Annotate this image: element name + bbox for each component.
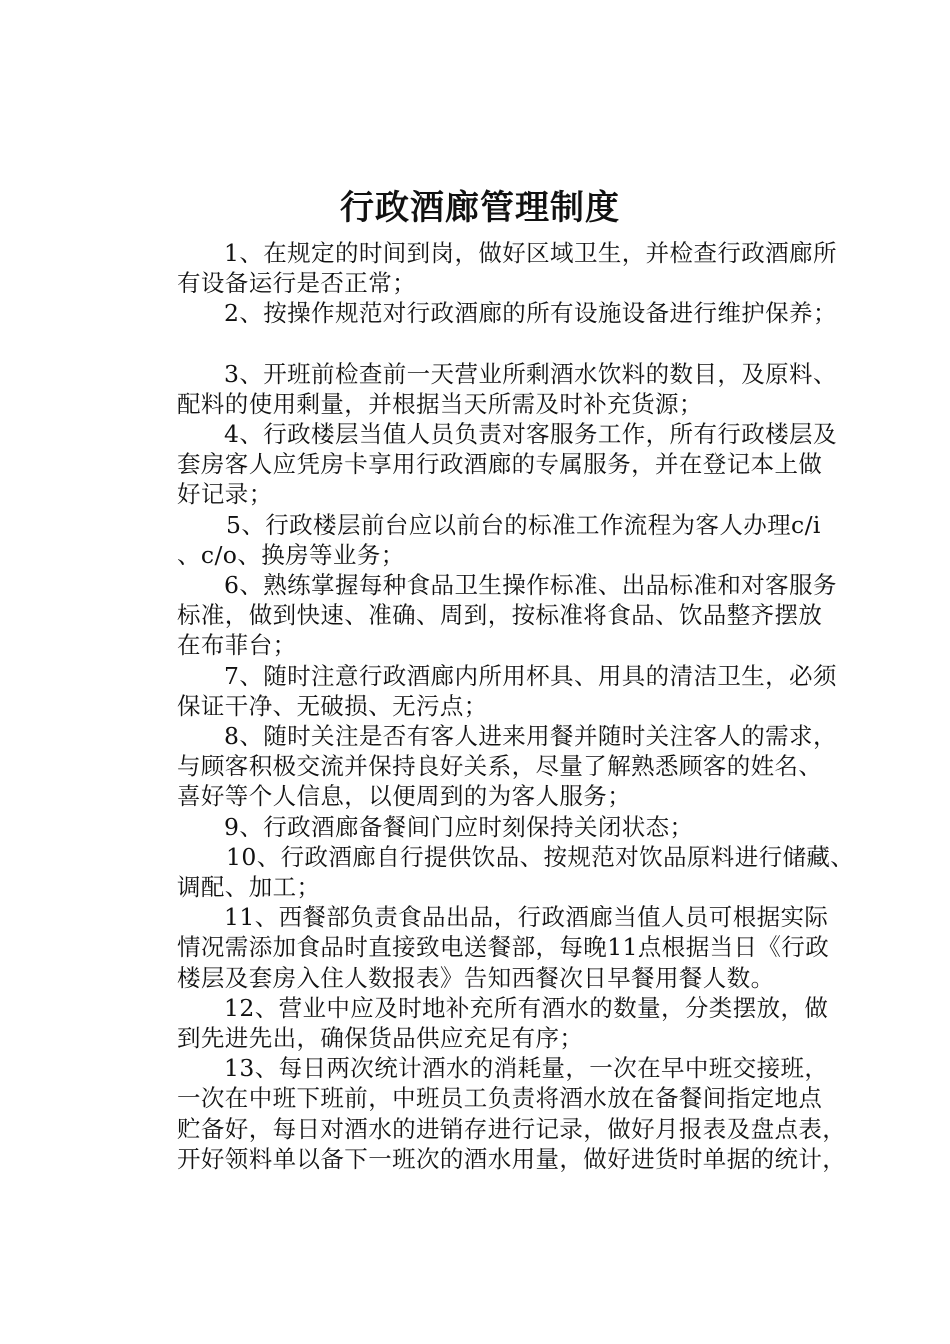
paragraph-line: 好记录；: [177, 480, 273, 509]
paragraph-7: [130, 661, 840, 721]
paragraph-line: 6、熟练掌握每种食品卫生操作标准、出品标准和对客服务: [224, 571, 837, 600]
document-title: 行政酒廊管理制度: [340, 188, 620, 228]
paragraph-line: 情况需添加食品时直接致电送餐部，每晚11点根据当日《行政: [177, 933, 830, 962]
paragraph-1: [130, 238, 840, 298]
paragraph-line: 楼层及套房入住人数报表》告知西餐次日早餐用餐人数。: [177, 963, 775, 992]
paragraph-line: 7、随时注意行政酒廊内所用杯具、用具的清洁卫生，必须: [224, 661, 837, 690]
paragraph-line: 9、行政酒廊备餐间门应时刻保持关闭状态；: [224, 812, 694, 841]
paragraph-line: 喜好等个人信息，以便周到的为客人服务；: [177, 782, 632, 811]
paragraph-line: 12、营业中应及时地补充所有酒水的数量，分类摆放，做: [224, 993, 829, 1022]
paragraph-6: [130, 570, 840, 661]
paragraph-11: [130, 902, 840, 993]
paragraph-line: 调配、加工；: [177, 873, 321, 902]
paragraph-12: [130, 993, 840, 1053]
paragraph-10: [130, 842, 855, 902]
paragraph-line: 与顾客积极交流并保持良好关系，尽量了解熟悉顾客的姓名、: [177, 752, 823, 781]
paragraph-line: 8、随时关注是否有客人进来用餐并随时关注客人的需求，: [224, 722, 837, 751]
paragraph-line: 配料的使用剩量，并根据当天所需及时补充货源；: [177, 389, 703, 418]
paragraph-line: 一次在中班下班前，中班员工负责将酒水放在备餐间指定地点: [177, 1084, 823, 1113]
paragraph-line: 保证干净、无破损、无污点；: [177, 691, 488, 720]
paragraph-line: 10、行政酒廊自行提供饮品、按规范对饮品原料进行储藏、: [226, 842, 855, 871]
paragraph-4: [130, 419, 840, 510]
document-body: [130, 238, 855, 1174]
paragraph-line: 在布菲台；: [177, 631, 297, 660]
paragraph-line: 1、在规定的时间到岗，做好区域卫生，并检查行政酒廊所: [224, 239, 837, 267]
paragraph-3: [130, 359, 840, 419]
paragraph-line: 13、每日两次统计酒水的消耗量，一次在早中班交接班，: [224, 1054, 829, 1083]
paragraph-line: 3、开班前检查前一天营业所剩酒水饮料的数目，及原料、: [224, 359, 837, 388]
paragraph-line: 到先进先出，确保货品供应充足有序；: [177, 1024, 584, 1053]
paragraph-line: 套房客人应凭房卡享用行政酒廊的专属服务，并在登记本上做: [177, 450, 823, 479]
paragraph-8: [130, 721, 840, 812]
paragraph-2: [130, 298, 840, 328]
paragraph-line: 贮备好，每日对酒水的进销存进行记录，做好月报表及盘点表，: [177, 1114, 847, 1143]
paragraph-line: 2、按操作规范对行政酒廊的所有设施设备进行维护保养；: [224, 299, 837, 328]
paragraph-line: 、c/o、换房等业务；: [177, 540, 405, 569]
paragraph-line: 开好领料单以备下一班次的酒水用量，做好进货时单据的统计，: [177, 1144, 847, 1173]
paragraph-5: [130, 510, 840, 570]
paragraph-line: 4、行政楼层当值人员负责对客服务工作，所有行政楼层及: [224, 420, 837, 449]
paragraph-13: [130, 1053, 847, 1174]
paragraph-line: 有设备运行是否正常；: [177, 269, 416, 298]
paragraph-line: 5、行政楼层前台应以前台的标准工作流程为客人办理c/i: [226, 510, 821, 539]
paragraph-9: [130, 812, 840, 842]
paragraph-line: 标准，做到快速、准确、周到，按标准将食品、饮品整齐摆放: [177, 601, 823, 630]
paragraph-line: 11、西餐部负责食品出品，行政酒廊当值人员可根据实际: [224, 903, 829, 932]
